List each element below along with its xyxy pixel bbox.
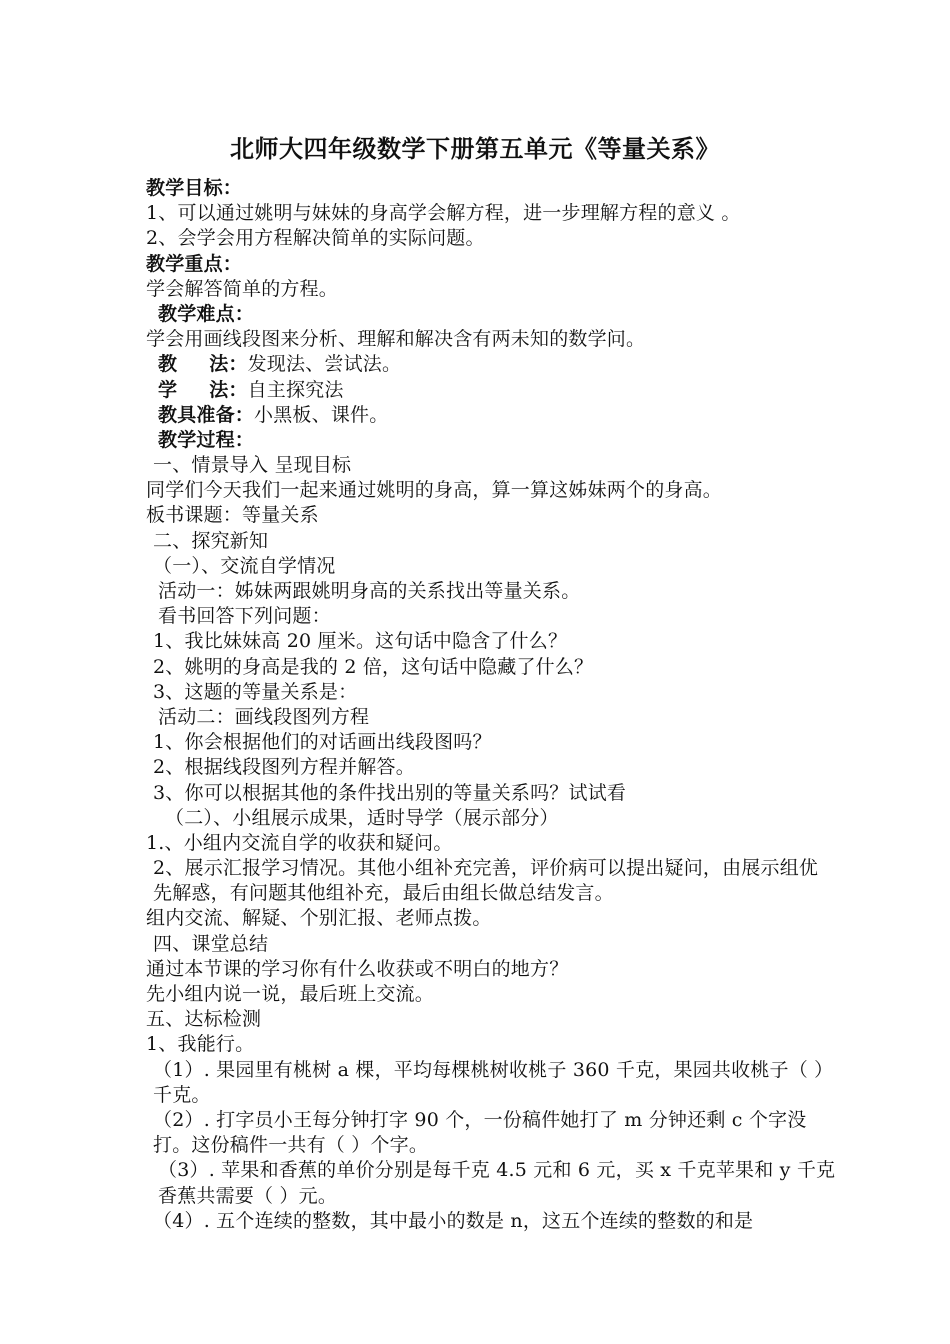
key-point-heading: 教学重点： [146, 252, 243, 275]
question-item: 2、根据线段图列方程并解答。 [153, 756, 415, 779]
section-test: 五、达标检测 [146, 1008, 262, 1031]
learning-method [146, 378, 836, 403]
document-title: 北师大四年级数学下册第五单元《等量关系》 [230, 135, 720, 163]
paragraph: 通过本节课的学习你有什么收获或不明白的地方？ [146, 957, 569, 980]
activity-1: 活动一：姊妹两跟姚明身高的关系找出等量关系。 [158, 580, 581, 602]
difficulty-heading: 教学难点： [158, 302, 255, 325]
paragraph: 组内交流、解疑、个别汇报、老师点拨。 [146, 907, 492, 930]
question-item: 3、这题的等量关系是： [153, 680, 358, 703]
paragraph: 同学们今天我们一起来通过姚明的身高，算一算这姊妹两个的身高。 [146, 479, 723, 502]
activity-2: 活动二：画线段图列方程 [158, 705, 370, 728]
teaching-tools-label: 教具准备： [158, 403, 255, 426]
process-heading: 教学过程： [158, 428, 255, 451]
question-item: 3、你可以根据其他的条件找出别的等量关系吗？试试看 [153, 781, 627, 804]
paragraph: 看书回答下列问题： [158, 605, 331, 628]
teaching-method-text: 发现法、尝试法。 [247, 353, 402, 376]
question-item: 1、你会根据他们的对话画出线段图吗？ [153, 731, 492, 754]
list-item: 1、我能行。 [146, 1033, 255, 1056]
question-item: 2、姚明的身高是我的 2 倍，这句话中隐藏了什么？ [153, 655, 594, 678]
objective-2: 2、会学会用方程解决简单的实际问题。 [146, 227, 485, 250]
exercise-item: （1）. 果园里有桃树 a 棵，平均每棵桃树收桃子 360 千克，果园共收桃子（ ）千克。 [153, 1058, 834, 1106]
paragraph: 板书课题：等量关系 [146, 504, 319, 527]
section-intro: 一、情景导入 呈现目标 [153, 454, 352, 477]
learning-method-label-1: 学 [158, 378, 178, 401]
teaching-method [146, 352, 836, 377]
teaching-tools-text: 小黑板、课件。 [254, 403, 389, 426]
difficulty-text: 学会用画线段图来分析、理解和解决含有两未知的数学问。 [146, 328, 646, 351]
objectives-heading: 教学目标： [146, 177, 243, 199]
learning-method-text: 自主探究法 [247, 378, 344, 401]
teaching-method-label-2: 法： [209, 353, 248, 376]
key-point-text: 学会解答简单的方程。 [146, 277, 339, 300]
document-body [146, 176, 836, 1234]
question-item: 1、我比妹妹高 20 厘米。这句话中隐含了什么？ [153, 630, 568, 653]
teaching-tools [146, 403, 836, 428]
paragraph: 先小组内说一说，最后班上交流。 [146, 983, 435, 1006]
subsection: （一）、交流自学情况 [153, 554, 336, 577]
section-explore: 二、探究新知 [153, 529, 269, 552]
list-item: 1.、小组内交流自学的收获和疑问。 [146, 831, 453, 854]
list-item: 2、展示汇报学习情况。其他小组补充完善，评价病可以提出疑问，由展示组优先解惑，有问题其他组补充，最后由组长做总结发言。 [153, 857, 819, 905]
exercise-item: （2）. 打字员小王每分钟打字 90 个，一份稿件她打了 m 分钟还剩 c 个字没打。这份稿件一共有（ ）个字。 [153, 1109, 807, 1157]
section-summary: 四、课堂总结 [153, 932, 269, 955]
objective-1: 1、可以通过姚明与妹妹的身高学会解方程，进一步理解方程的意义 。 [146, 202, 741, 225]
exercise-item: （4）. 五个连续的整数，其中最小的数是 n，这五个连续的整数的和是 [153, 1209, 754, 1232]
teaching-method-label-1: 教 [158, 353, 178, 376]
exercise-item: （3）. 苹果和香蕉的单价分别是每千克 4.5 元和 6 元，买 x 千克苹果和 y 千克香蕉共需要（ ）元。 [158, 1159, 836, 1207]
learning-method-label-2: 法： [209, 378, 248, 401]
subsection: （二）、小组展示成果，适时导学（展示部分） [165, 806, 559, 829]
